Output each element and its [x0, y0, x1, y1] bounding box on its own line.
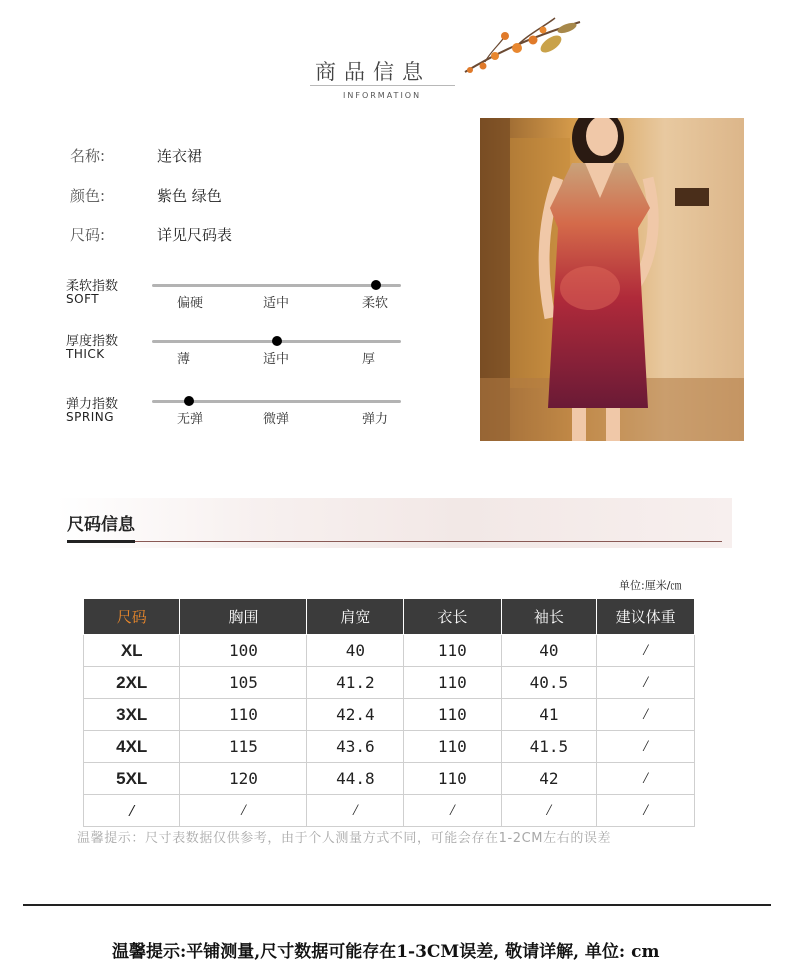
- sleeve-cell: 40.5: [501, 667, 597, 699]
- color-value: 紫色 绿色: [157, 187, 222, 205]
- thickness-label-en: THICK: [66, 347, 105, 361]
- length-cell: 110: [404, 667, 501, 699]
- bust-cell: 105: [180, 667, 307, 699]
- weight-cell: /: [597, 731, 695, 763]
- size-cell: /: [84, 795, 180, 827]
- col-header-weight: 建议体重: [597, 599, 695, 635]
- softness-label: 柔软指数: [66, 279, 119, 294]
- shoulder-cell: 42.4: [307, 699, 404, 731]
- bust-cell: 115: [180, 731, 307, 763]
- softness-track: [152, 284, 401, 287]
- name-label: 名称:: [70, 147, 106, 165]
- shoulder-cell: /: [307, 795, 404, 827]
- softness-tick-low: 偏硬: [177, 296, 204, 311]
- col-header-sleeve: 袖长: [501, 599, 597, 635]
- product-photo: [480, 118, 744, 441]
- thickness-tick-mid: 适中: [263, 352, 290, 367]
- sleeve-cell: 41: [501, 699, 597, 731]
- size-section-rule: [135, 541, 722, 542]
- shoulder-cell: 43.6: [307, 731, 404, 763]
- section-subtitle: INFORMATION: [343, 91, 422, 100]
- elasticity-tick-low: 无弹: [177, 412, 204, 427]
- elasticity-indicator: [184, 396, 194, 406]
- table-row: [84, 667, 695, 699]
- thickness-indicator: [272, 336, 282, 346]
- size-section-title: 尺码信息: [67, 515, 135, 535]
- thickness-tick-high: 厚: [362, 352, 376, 367]
- persimmon-branch-decoration: [455, 14, 585, 76]
- col-header-length: 衣长: [404, 599, 501, 635]
- weight-cell: /: [597, 667, 695, 699]
- size-value: 详见尺码表: [157, 226, 233, 244]
- table-row: [84, 699, 695, 731]
- table-row: [84, 795, 695, 827]
- shoulder-cell: 40: [307, 635, 404, 667]
- elasticity-label: 弹力指数: [66, 397, 119, 412]
- table-row: [84, 731, 695, 763]
- elasticity-tick-mid: 微弹: [263, 412, 290, 427]
- col-header-size: 尺码: [84, 599, 180, 635]
- unit-label: 单位:厘米/㎝: [619, 579, 682, 592]
- title-divider: [310, 85, 455, 86]
- sleeve-cell: 41.5: [501, 731, 597, 763]
- weight-cell: /: [597, 699, 695, 731]
- elasticity-tick-high: 弹力: [362, 412, 389, 427]
- size-cell: 4XL: [84, 731, 180, 763]
- length-cell: 110: [404, 699, 501, 731]
- sleeve-cell: /: [501, 795, 597, 827]
- bust-cell: /: [180, 795, 307, 827]
- weight-cell: /: [597, 635, 695, 667]
- thickness-tick-low: 薄: [177, 352, 191, 367]
- footer-divider: [23, 904, 771, 906]
- table-row: [84, 763, 695, 795]
- shoulder-cell: 41.2: [307, 667, 404, 699]
- softness-label-en: SOFT: [66, 292, 100, 306]
- footer-note: 温馨提示:平铺测量,尺寸数据可能存在1-3CM误差, 敬请详解, 单位: cm: [112, 942, 660, 962]
- softness-tick-high: 柔软: [362, 296, 389, 311]
- size-table-header-row: [84, 599, 695, 635]
- sleeve-cell: 40: [501, 635, 597, 667]
- thickness-label: 厚度指数: [66, 334, 119, 349]
- bust-cell: 110: [180, 699, 307, 731]
- size-cell: XL: [84, 635, 180, 667]
- measurement-note: 温馨提示：尺寸表数据仅供参考，由于个人测量方式不同，可能会存在1-2CM左右的误差: [77, 831, 612, 846]
- softness-tick-mid: 适中: [263, 296, 290, 311]
- length-cell: 110: [404, 635, 501, 667]
- elasticity-label-en: SPRING: [66, 410, 115, 424]
- size-table: [83, 598, 695, 827]
- section-title: 商品信息: [315, 60, 431, 84]
- table-row: [84, 635, 695, 667]
- size-section-accent-rule: [67, 540, 135, 543]
- weight-cell: /: [597, 763, 695, 795]
- sleeve-cell: 42: [501, 763, 597, 795]
- size-label: 尺码:: [70, 226, 106, 244]
- size-cell: 2XL: [84, 667, 180, 699]
- weight-cell: /: [597, 795, 695, 827]
- length-cell: 110: [404, 731, 501, 763]
- name-value: 连衣裙: [157, 147, 203, 165]
- color-label: 颜色:: [70, 187, 106, 205]
- shoulder-cell: 44.8: [307, 763, 404, 795]
- bust-cell: 120: [180, 763, 307, 795]
- length-cell: /: [404, 795, 501, 827]
- col-header-bust: 胸围: [180, 599, 307, 635]
- size-cell: 3XL: [84, 699, 180, 731]
- size-cell: 5XL: [84, 763, 180, 795]
- softness-indicator: [371, 280, 381, 290]
- length-cell: 110: [404, 763, 501, 795]
- col-header-shoulder: 肩宽: [307, 599, 404, 635]
- bust-cell: 100: [180, 635, 307, 667]
